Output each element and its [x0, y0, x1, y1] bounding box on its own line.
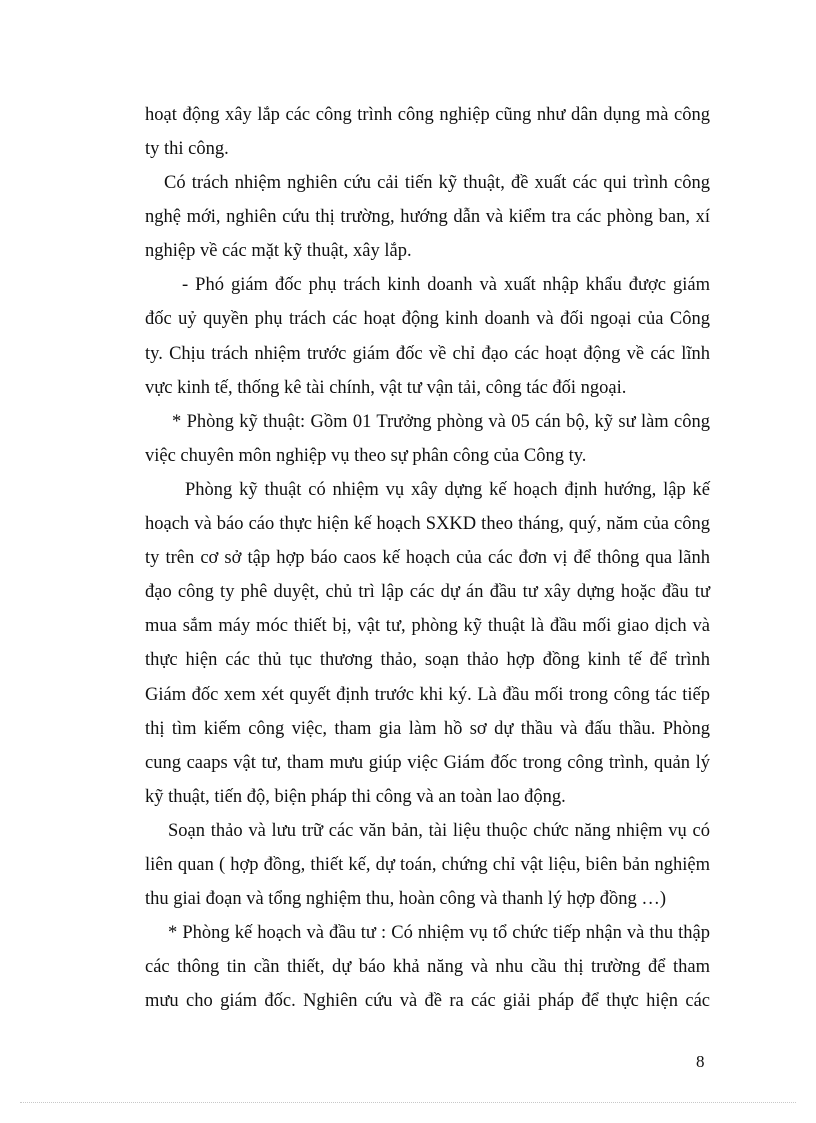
text-line-21: kỹ thuật, tiến độ, biện pháp thi công và an toàn lao động. [145, 787, 566, 807]
text-line-5: nghiệp về các mặt kỹ thuật, xây lắp. [145, 241, 412, 261]
text-line-6: - Phó giám đốc phụ trách kinh doanh và xuất nhập khẩu được giám [182, 275, 710, 295]
text-line-19: thị tìm kiếm công việc, tham gia làm hồ sơ dự thầu và đấu thầu. Phòng [145, 719, 710, 739]
text-line-16: mua sắm máy móc thiết bị, vật tư, phòng kỹ thuật là đầu mối giao dịch và [145, 616, 710, 636]
text-line-13: hoạch và báo cáo thực hiện kế hoạch SXKD theo tháng, quý, năm của công [145, 514, 710, 534]
text-line-22: Soạn thảo và lưu trữ các văn bản, tài liệu thuộc chức năng nhiệm vụ có [168, 821, 710, 841]
text-line-15: đạo công ty phê duyệt, chủ trì lập các dự án đầu tư xây dựng hoặc đầu tư [145, 582, 710, 602]
text-line-11: việc chuyên môn nghiệp vụ theo sự phân công của Công ty. [145, 446, 587, 466]
text-line-9: vực kinh tế, thống kê tài chính, vật tư vận tải, công tác đối ngoại. [145, 378, 627, 398]
text-line-17: thực hiện các thủ tục thương thảo, soạn thảo hợp đồng kinh tế để trình [145, 650, 710, 670]
text-line-8: ty. Chịu trách nhiệm trước giám đốc về chỉ đạo các hoạt động về các lĩnh [145, 344, 710, 364]
text-line-1: hoạt động xây lắp các công trình công nghiệp cũng như dân dụng mà công [145, 105, 710, 125]
text-line-25: * Phòng kế hoạch và đầu tư : Có nhiệm vụ tổ chức tiếp nhận và thu thập [168, 923, 710, 943]
text-line-2: ty thi công. [145, 139, 229, 159]
page-number: 8 [696, 1052, 705, 1071]
text-line-23: liên quan ( hợp đồng, thiết kế, dự toán, chứng chỉ vật liệu, biên bản nghiệm [145, 855, 710, 875]
text-line-12: Phòng kỹ thuật có nhiệm vụ xây dựng kế hoạch định hướng, lập kế [185, 480, 710, 500]
text-line-20: cung caaps vật tư, tham mưu giúp việc Giám đốc trong công trình, quản lý [145, 753, 710, 773]
text-line-10: * Phòng kỹ thuật: Gồm 01 Trưởng phòng và 05 cán bộ, kỹ sư làm công [172, 412, 710, 432]
text-line-14: ty trên cơ sở tập hợp báo caos kế hoạch của các đơn vị để thông qua lãnh [145, 548, 710, 568]
text-line-18: Giám đốc xem xét quyết định trước khi ký. Là đầu mối trong công tác tiếp [145, 685, 710, 705]
text-line-24: thu giai đoạn và tổng nghiệm thu, hoàn công và thanh lý hợp đồng …) [145, 889, 667, 909]
footer-divider [20, 1102, 796, 1103]
text-line-4: nghệ mới, nghiên cứu thị trường, hướng dẫn và kiểm tra các phòng ban, xí [145, 207, 710, 227]
text-line-3: Có trách nhiệm nghiên cứu cải tiến kỹ thuật, đề xuất các qui trình công [164, 173, 710, 193]
text-line-27: mưu cho giám đốc. Nghiên cứu và đề ra các giải pháp để thực hiện các [145, 991, 710, 1011]
text-line-7: đốc uỷ quyền phụ trách các hoạt động kinh doanh và đối ngoại của Công [145, 309, 710, 329]
text-line-26: các thông tin cần thiết, dự báo khả năng và nhu cầu thị trường để tham [145, 957, 710, 977]
